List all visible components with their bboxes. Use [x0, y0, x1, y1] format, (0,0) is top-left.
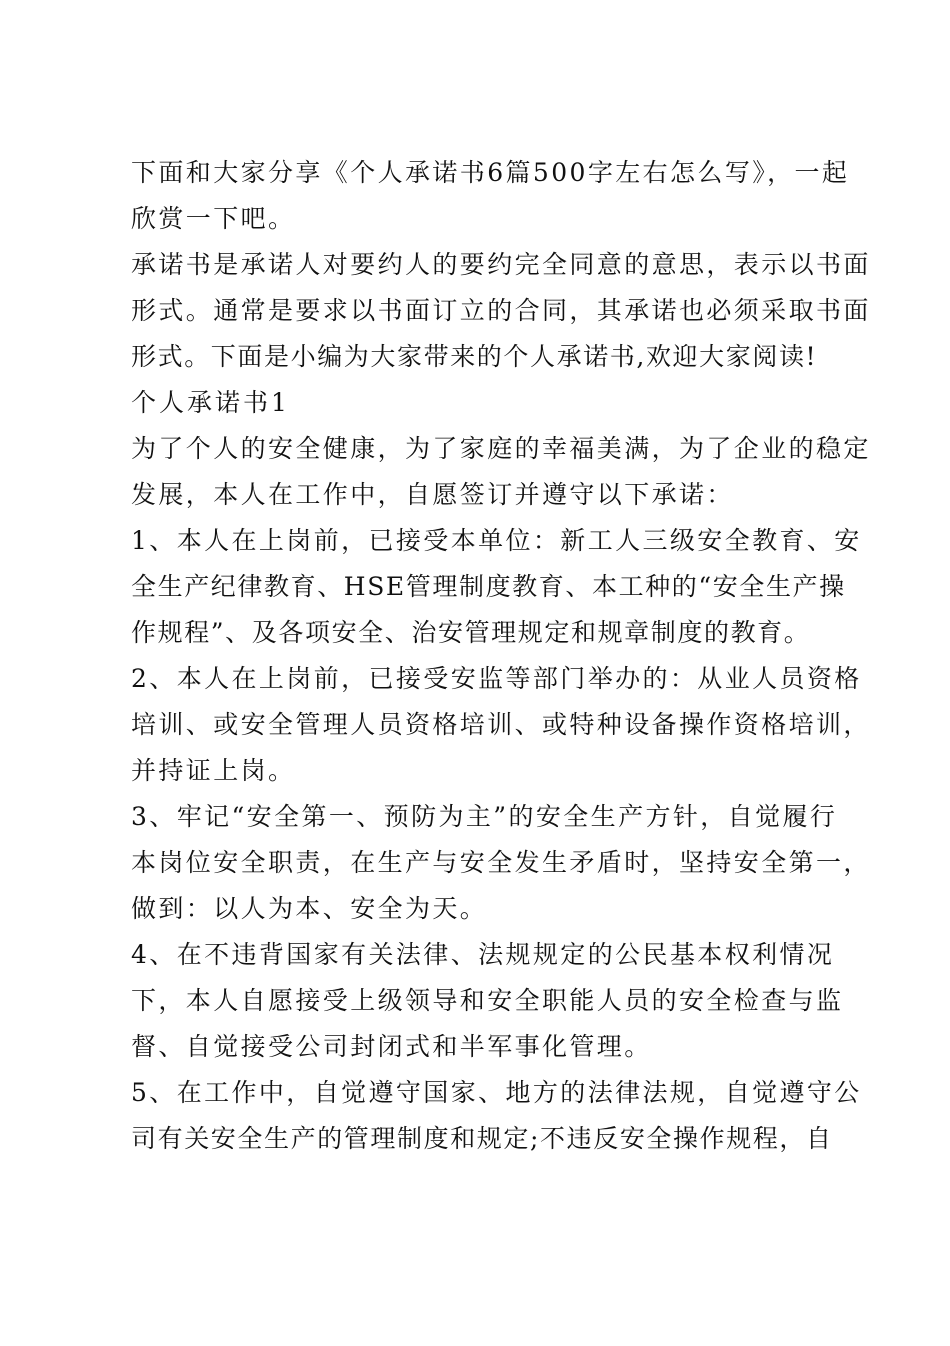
item-2-line-2: 培训、或安全管理人员资格培训、或特种设备操作资格培训， [131, 710, 871, 739]
item-3-line-3: 做到：以人为本、安全为天。 [131, 894, 488, 923]
section-title: 个人承诺书1 [131, 388, 290, 417]
item-4-line-3: 督、自觉接受公司封闭式和半军事化管理。 [131, 1032, 652, 1061]
opening-line-1: 为了个人的安全健康，为了家庭的幸福美满，为了企业的稳定 [131, 434, 871, 463]
item-2-line-1: 2、本人在上岗前，已接受安监等部门举办的：从业人员资格 [131, 664, 862, 693]
opening-line-2: 发展，本人在工作中，自愿签订并遵守以下承诺： [131, 480, 734, 509]
item-1-line-1: 1、本人在上岗前，已接受本单位：新工人三级安全教育、安 [131, 526, 862, 555]
preface-line-1: 承诺书是承诺人对要约人的要约完全同意的意思，表示以书面 [131, 250, 871, 279]
document-body [131, 150, 871, 1162]
item-3-line-2: 本岗位安全职责，在生产与安全发生矛盾时，坚持安全第一， [131, 848, 871, 877]
item-5-line-1: 5、在工作中，自觉遵守国家、地方的法律法规，自觉遵守公 [131, 1078, 862, 1107]
item-3-line-1: 3、牢记“安全第一、预防为主”的安全生产方针，自觉履行 [131, 802, 838, 831]
preface-line-2: 形式。通常是要求以书面订立的合同，其承诺也必须采取书面 [131, 296, 871, 325]
item-4-line-1: 4、在不违背国家有关法律、法规规定的公民基本权利情况 [131, 940, 835, 969]
item-4-line-2: 下，本人自愿接受上级领导和安全职能人员的安全检查与监 [131, 986, 844, 1015]
item-1-line-3: 作规程”、及各项安全、治安管理规定和规章制度的教育。 [131, 618, 811, 647]
item-5-line-2: 司有关安全生产的管理制度和规定;不违反安全操作规程，自 [131, 1124, 833, 1153]
preface-line-3: 形式。下面是小编为大家带来的个人承诺书,欢迎大家阅读! [131, 342, 818, 371]
item-1-line-2: 全生产纪律教育、HSE管理制度教育、本工种的“安全生产操 [131, 572, 846, 601]
intro-line-1: 下面和大家分享《个人承诺书6篇500字左右怎么写》，一起 [131, 158, 850, 187]
item-2-line-3: 并持证上岗。 [131, 756, 296, 785]
intro-line-2: 欣赏一下吧。 [131, 204, 296, 233]
